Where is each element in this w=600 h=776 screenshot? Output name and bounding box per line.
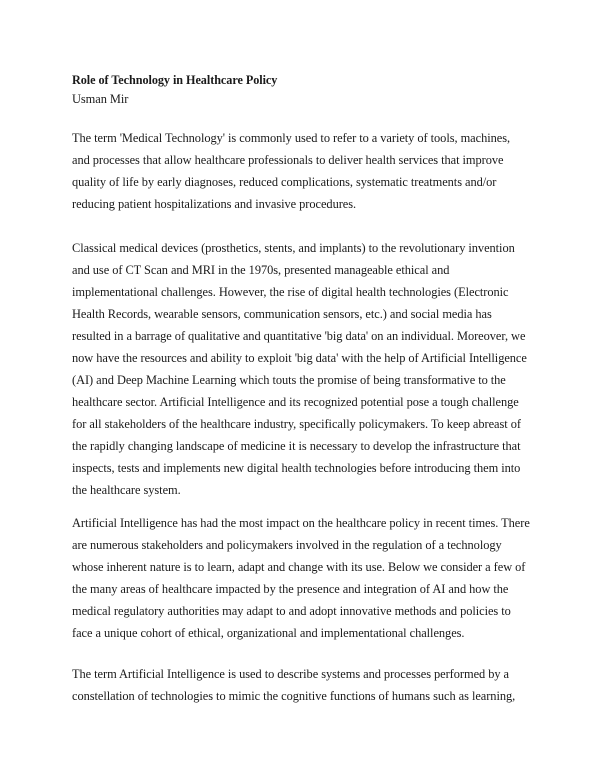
text-line: medical regulatory authorities may adapt to and adopt innovative methods and policies to: [72, 604, 511, 618]
paragraph-1: [72, 127, 532, 215]
text-line: constellation of technologies to mimic the cognitive functions of humans such as learning,: [72, 689, 516, 703]
paragraph-2: [72, 237, 532, 501]
text-line: the many areas of healthcare impacted by the presence and integration of AI and how the: [72, 582, 509, 596]
text-line: are numerous stakeholders and policymakers involved in the regulation of a technology: [72, 538, 502, 552]
text-line: Artificial Intelligence has had the most impact on the healthcare policy in recent times. There: [72, 516, 530, 530]
document-title: Role of Technology in Healthcare Policy: [72, 73, 278, 87]
text-line: reducing patient hospitalizations and invasive procedures.: [72, 197, 357, 211]
text-line: inspects, tests and implements new digital health technologies before introducing them into: [72, 461, 521, 475]
text-line: now have the resources and ability to exploit 'big data' with the help of Artificial Intelligence: [72, 351, 527, 365]
text-line: the healthcare system.: [72, 483, 181, 497]
text-line: the rapidly changing landscape of medicine it is necessary to develop the infrastructure that: [72, 439, 521, 453]
text-line: and use of CT Scan and MRI in the 1970s, presented manageable ethical and: [72, 263, 450, 277]
text-line: whose inherent nature is to learn, adapt and change with its use. Below we consider a few of: [72, 560, 526, 574]
paragraph-3: [72, 512, 532, 644]
text-line: The term Artificial Intelligence is used to describe systems and processes performed by a: [72, 667, 509, 681]
text-line: and processes that allow healthcare professionals to deliver health services that improve: [72, 153, 504, 167]
text-line: face a unique cohort of ethical, organizational and implementational challenges.: [72, 626, 465, 640]
document-author: Usman Mir: [72, 92, 129, 106]
text-line: Classical medical devices (prosthetics, stents, and implants) to the revolutionary invention: [72, 241, 515, 255]
text-line: healthcare sector. Artificial Intelligence and its recognized potential pose a tough challenge: [72, 395, 519, 409]
text-line: quality of life by early diagnoses, reduced complications, systematic treatments and/or: [72, 175, 497, 189]
text-line: Health Records, wearable sensors, communication sensors, etc.) and social media has: [72, 307, 492, 321]
text-line: resulted in a barrage of qualitative and quantitative 'big data' on an individual. Moreover, we: [72, 329, 526, 343]
text-line: The term 'Medical Technology' is commonly used to refer to a variety of tools, machines,: [72, 131, 511, 145]
text-line: implementational challenges. However, the rise of digital health technologies (Electronic: [72, 285, 509, 299]
text-line: for all stakeholders of the healthcare industry, specifically policymakers. To keep abreast of: [72, 417, 521, 431]
paragraph-4: [72, 663, 532, 707]
text-line: (AI) and Deep Machine Learning which touts the promise of being transformative to the: [72, 373, 506, 387]
